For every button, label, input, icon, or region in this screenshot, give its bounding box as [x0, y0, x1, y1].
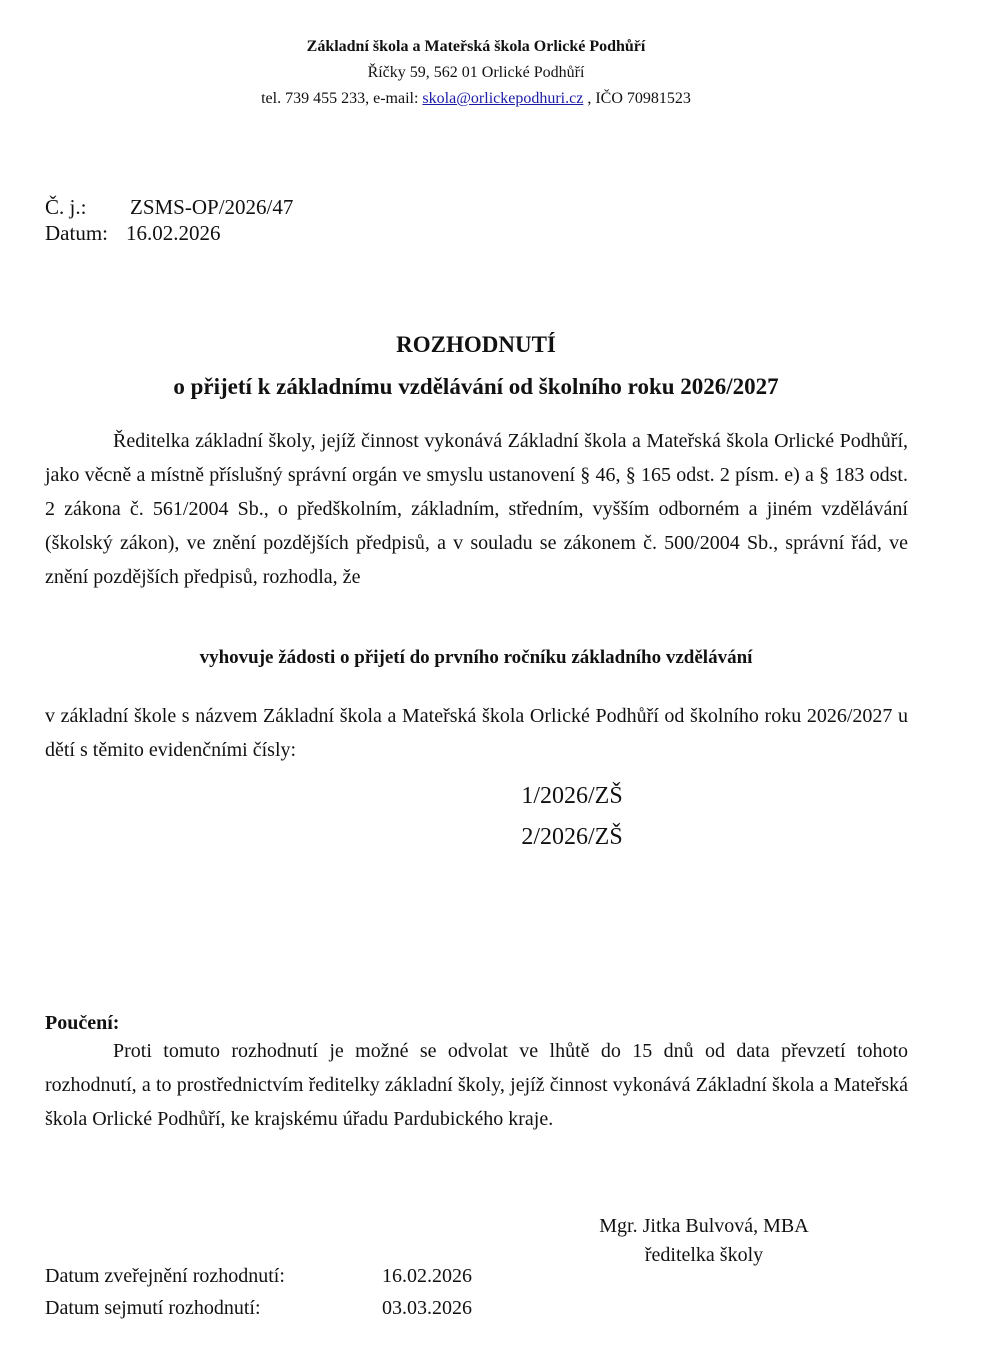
decision-statement: vyhovuje žádosti o přijetí do prvního ročníku základního vzdělávání: [199, 647, 753, 668]
school-contact: [0, 89, 952, 109]
instruction-heading: Poučení:: [45, 1012, 120, 1034]
evidence-number: 1/2026/ZŠ: [521, 783, 623, 809]
document-title: ROZHODNUTÍ: [396, 332, 556, 357]
reference-number-value: ZSMS-OP/2026/47: [130, 195, 294, 219]
reference-number: [45, 194, 293, 220]
school-name: Základní škola a Mateřská škola Orlické Podhůří: [306, 38, 646, 55]
contact-phone: tel. 739 455 233, e-mail:: [261, 90, 423, 107]
removal-date-label: Datum sejmutí rozhodnutí:: [45, 1297, 261, 1319]
document-date-value: 16.02.2026: [126, 221, 221, 245]
decision-detail: v základní škole s názvem Základní škola a Mateřská škola Orlické Podhůří od školního roku 2026/2027 u dětí s těmito evidenčními čísly:: [45, 705, 908, 761]
instruction-text: Proti tomuto rozhodnutí je možné se odvolat ve lhůtě do 15 dnů od data převzetí tohoto rozhodnutí, a to prostřednictvím ředitelky základní školy, jejíž činnost vykonává Základní škola a Mateřská škola Orlické Podhůří, ke krajskému úřadu Pardubického kraje.: [45, 1040, 908, 1130]
signatory-name: Mgr. Jitka Bulvová, MBA: [599, 1215, 809, 1237]
document-date-label: Datum:: [45, 221, 108, 245]
school-address: Říčky 59, 562 01 Orlické Podhůří: [367, 64, 585, 81]
reference-number-label: Č. j.:: [45, 195, 87, 219]
document-date: [45, 220, 221, 246]
email-link[interactable]: skola@orlickepodhuri.cz: [422, 90, 584, 107]
document-subtitle: o přijetí k základnímu vzdělávání od školního roku 2026/2027: [173, 374, 779, 399]
removal-date-value: 03.03.2026: [382, 1297, 472, 1319]
decision-preamble: Ředitelka základní školy, jejíž činnost vykonává Základní škola a Mateřská škola Orlické Podhůří, jako věcně a místně příslušný správní orgán ve smyslu ustanovení § 46, § 165 odst. 2 písm. e) a § 183 odst. 2 zákona č. 561/2004 Sb., o předškolním, základním, středním, vyšším odborném a jiném vzdělávání (školský zákon), ve znění pozdějších předpisů, a v souladu se zákonem č. 500/2004 Sb., správní řád, ve znění pozdějších předpisů, rozhodla, že: [45, 430, 908, 588]
evidence-number: 2/2026/ZŠ: [521, 824, 623, 850]
signatory-role: ředitelka školy: [644, 1244, 764, 1266]
publication-date-value: 16.02.2026: [382, 1265, 472, 1287]
removal-date-row: [45, 1297, 472, 1320]
contact-ico: , IČO 70981523: [583, 90, 691, 107]
publication-date-row: [45, 1265, 472, 1288]
publication-date-label: Datum zveřejnění rozhodnutí:: [45, 1265, 285, 1287]
signature-block: [560, 1212, 848, 1270]
